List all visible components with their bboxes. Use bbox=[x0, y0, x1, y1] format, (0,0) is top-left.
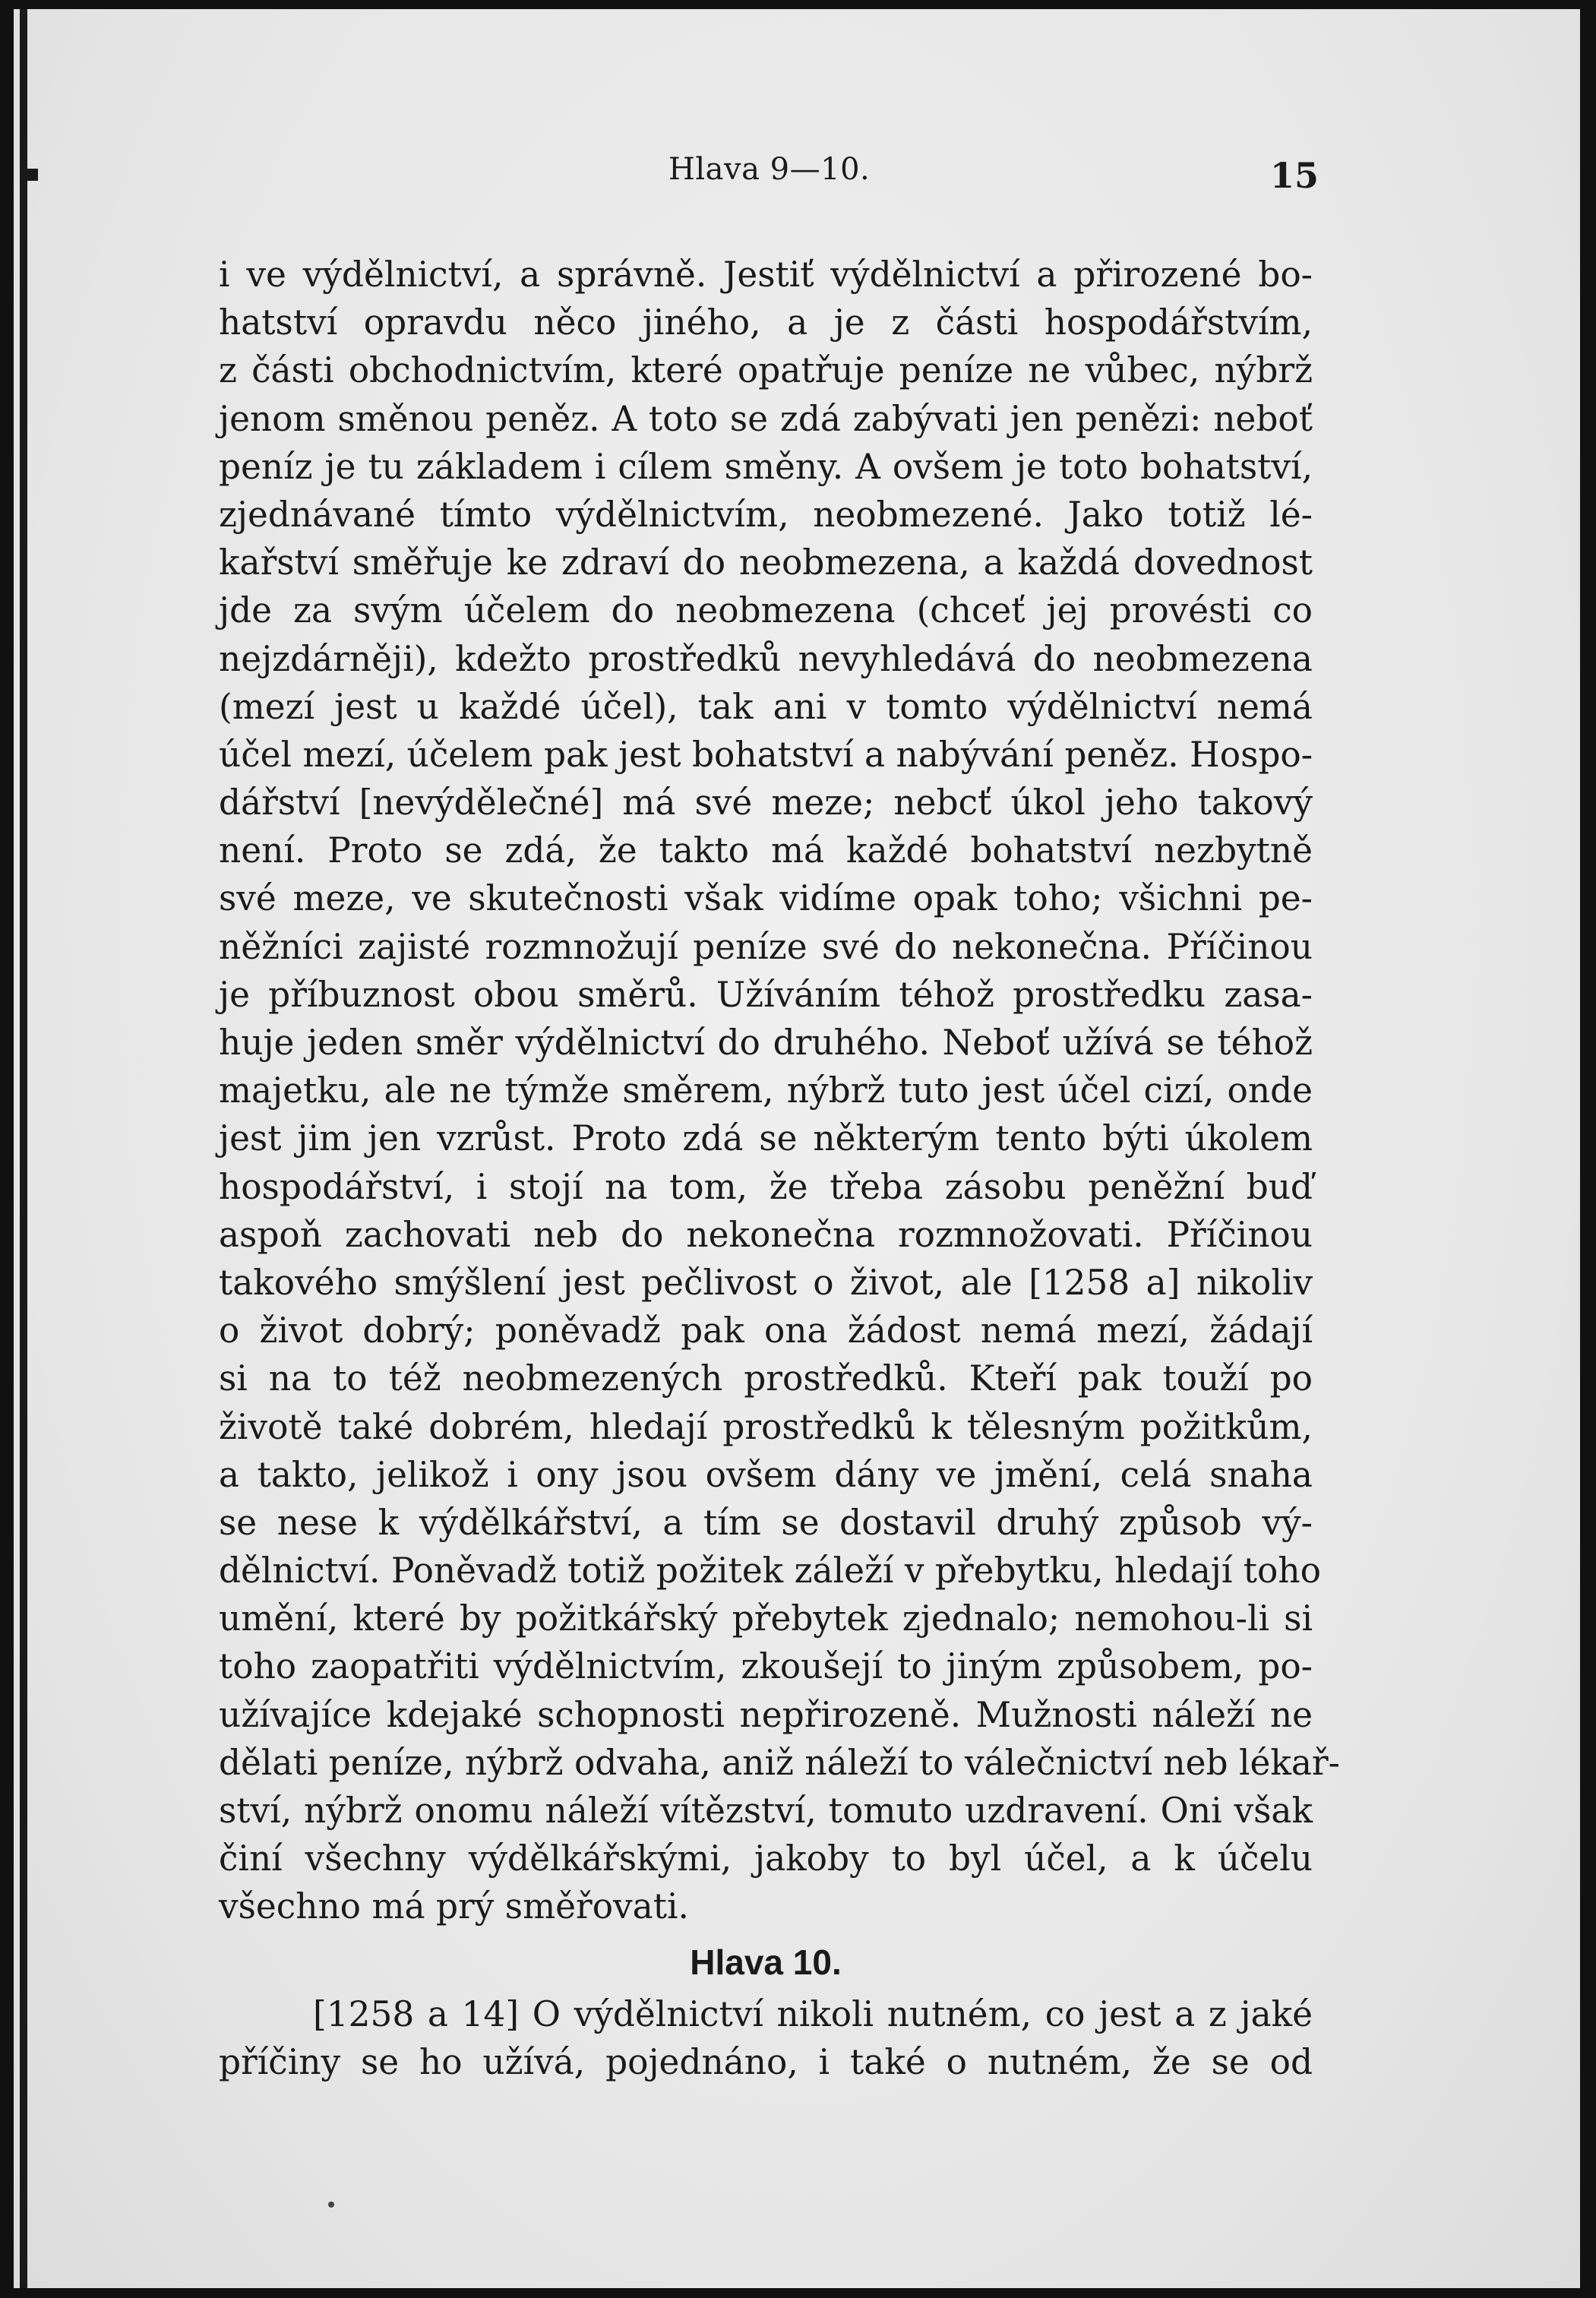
text-line: peníz je tu základem i cílem směny. A ovšem je toto bohatství, bbox=[219, 446, 1313, 487]
text-line: se nese k výdělkářství, a tím se dostavil druhý způsob vý- bbox=[219, 1502, 1313, 1543]
text-line: o život dobrý; poněvadž pak ona žádost nemá mezí, žádají bbox=[219, 1310, 1313, 1351]
text-line: užívajíce kdejaké schopnosti nepřirozeně. Mužnosti náleží ne bbox=[219, 1694, 1313, 1735]
text-line: není. Proto se zdá, že takto má každé bohatství nezbytně bbox=[219, 830, 1313, 871]
text-line: i ve výdělnictví, a správně. Jestiť výdělnictví a přirozené bo- bbox=[219, 254, 1313, 295]
text-line: jde za svým účelem do neobmezena (chceť jej provésti co bbox=[219, 590, 1313, 631]
text-line: toho zaopatřiti výdělnictvím, zkoušejí to jiným způsobem, po- bbox=[219, 1646, 1313, 1687]
running-head: Hlava 9—10. bbox=[668, 152, 871, 187]
text-line: ství, nýbrž onomu náleží vítězství, tomuto uzdravení. Oni však bbox=[219, 1791, 1313, 1831]
text-line: dělati peníze, nýbrž odvaha, aniž náleží to válečnictví neb lékař- bbox=[219, 1742, 1340, 1783]
text-line: aspoň zachovati neb do nekonečna rozmnožovati. Příčinou bbox=[219, 1214, 1313, 1255]
text-line: své meze, ve skutečnosti však vidíme opak toho; všichni pe- bbox=[219, 878, 1313, 919]
text-line: činí všechny výdělkářskými, jakoby to byl účel, a k účelu bbox=[219, 1838, 1313, 1879]
text-line: hospodářství, i stojí na tom, že třeba zásobu peněžní buď bbox=[219, 1166, 1313, 1207]
text-line: si na to též neobmezených prostředků. Kteří pak touží po bbox=[219, 1358, 1313, 1399]
page-number: 15 bbox=[1270, 155, 1319, 196]
ink-speck bbox=[328, 2202, 334, 2208]
text-line: něžníci zajisté rozmnožují peníze své do nekonečna. Příčinou bbox=[219, 926, 1313, 967]
text-line: [1258 a 14] O výdělnictví nikoli nutném, co jest a z jaké bbox=[313, 1993, 1313, 2034]
text-line: umění, které by požitkářský přebytek zjednalo; nemohou-li si bbox=[219, 1598, 1313, 1639]
text-line: účel mezí, účelem pak jest bohatství a nabývání peněz. Hospo- bbox=[219, 734, 1313, 775]
text-line: huje jeden směr výdělnictví do druhého. Neboť užívá se téhož bbox=[219, 1023, 1313, 1063]
text-line: hatství opravdu něco jiného, a je z části hospodářstvím, bbox=[219, 302, 1313, 343]
text-line: jest jim jen vzrůst. Proto zdá se některým tento býti úkolem bbox=[219, 1118, 1313, 1159]
text-line: takového smýšlení jest pečlivost o život, ale [1258 a] nikoliv bbox=[219, 1262, 1313, 1303]
text-line: (mezí jest u každé účel), tak ani v tomto výdělnictví nemá bbox=[219, 686, 1313, 727]
binding-edge bbox=[20, 9, 27, 2288]
section-heading: Hlava 10. bbox=[690, 1942, 842, 1982]
text-line: zjednávané tímto výdělnictvím, neobmezené. Jako totiž lé- bbox=[219, 494, 1313, 535]
text-line: kařství směřuje ke zdraví do neobmezena, a každá dovednost bbox=[219, 542, 1313, 583]
text-line: příčiny se ho užívá, pojednáno, i také o nutném, že se od bbox=[219, 2041, 1313, 2082]
text-line: majetku, ale ne týmže směrem, nýbrž tuto jest účel cizí, onde bbox=[219, 1070, 1313, 1111]
page-header bbox=[0, 152, 1596, 198]
text-line: a takto, jelikož i ony jsou ovšem dány ve jmění, celá snaha bbox=[219, 1454, 1313, 1495]
text-line: všechno má prý směřovati. bbox=[219, 1886, 689, 1927]
text-line: životě také dobrém, hledají prostředků k tělesným požitkům, bbox=[219, 1406, 1313, 1447]
body-text bbox=[219, 251, 1340, 2086]
text-line: dělnictví. Poněvadž totiž požitek záleží v přebytku, hledají toho bbox=[219, 1550, 1321, 1592]
text-line: je příbuznost obou směrů. Užíváním téhož prostředku zasa- bbox=[219, 974, 1313, 1015]
text-line: nejzdárněji), kdežto prostředků nevyhledává do neobmezena bbox=[219, 638, 1313, 679]
text-line: jenom směnou peněz. A toto se zdá zabývati jen penězi: neboť bbox=[219, 398, 1313, 439]
text-line: dářství [nevýdělečné] má své meze; nebcť úkol jeho takový bbox=[219, 782, 1313, 823]
text-line: z části obchodnictvím, které opatřuje peníze ne vůbec, nýbrž bbox=[219, 350, 1313, 391]
